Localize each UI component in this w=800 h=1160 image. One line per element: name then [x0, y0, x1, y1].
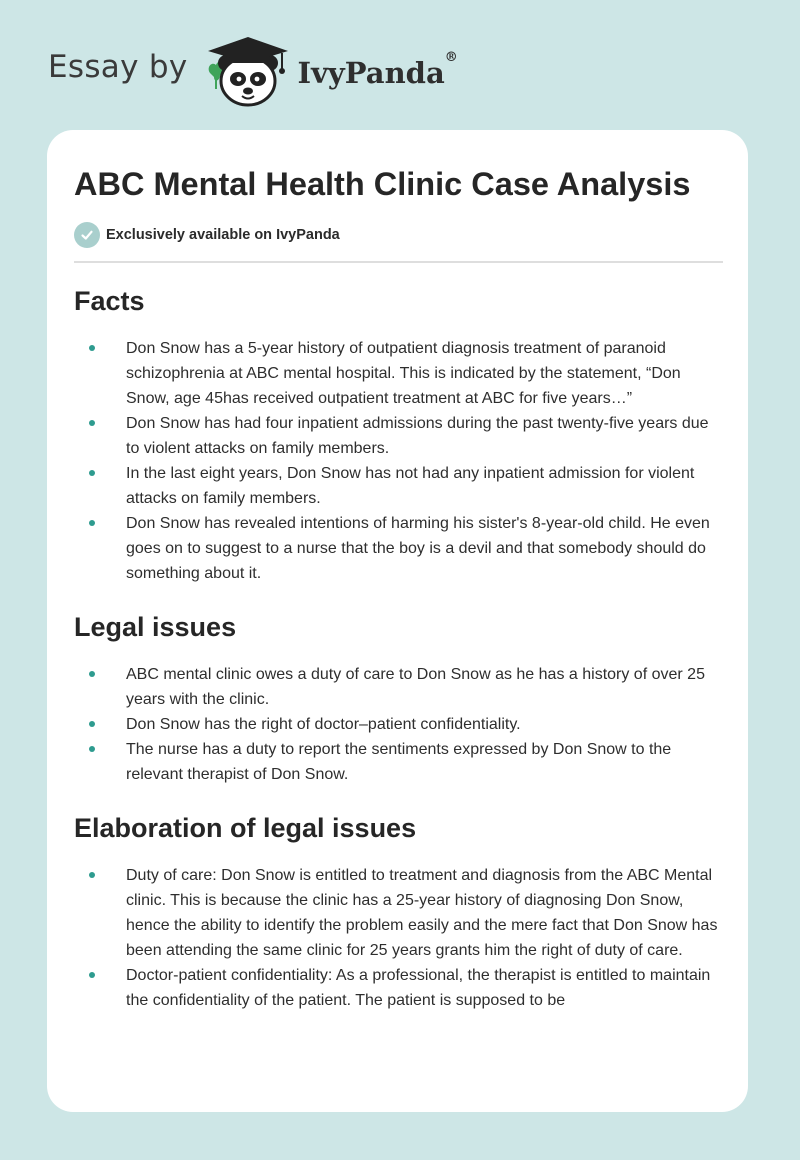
section-facts [74, 284, 724, 586]
list-item: Doctor-patient confidentiality: As a professional, the therapist is entitled to maintain the confidentiality of the patient. The patient is supposed to be [74, 963, 724, 1013]
list-item: Don Snow has the right of doctor–patient confidentiality. [74, 712, 724, 737]
list-item: Don Snow has revealed intentions of harming his sister's 8-year-old child. He even goes on to suggest to a nurse that the boy is a devil and that somebody should do something about it. [74, 511, 724, 586]
bullet-list [74, 662, 724, 787]
list-item: ABC mental clinic owes a duty of care to Don Snow as he has a history of over 25 years with the clinic. [74, 662, 724, 712]
brand-header [48, 32, 458, 112]
badge-text: Exclusively available on IvyPanda [106, 227, 340, 243]
section-heading: Facts [74, 286, 145, 316]
essay-content [74, 284, 724, 1013]
divider [74, 261, 723, 263]
list-item: Don Snow has a 5-year history of outpatient diagnosis treatment of paranoid schizophrenia at ABC mental hospital. This is indicated by the statement, “Don Snow, age 45has received outpatient treatment at ABC for five years…” [74, 336, 724, 411]
section-legal-issues [74, 610, 724, 787]
brand-name: IvyPanda® [297, 50, 458, 90]
brand-prefix: Essay by [48, 49, 188, 85]
list-item: Don Snow has had four inpatient admissions during the past twenty-five years due to violent attacks on family members. [74, 411, 724, 461]
check-icon [74, 222, 100, 248]
section-heading: Elaboration of legal issues [74, 813, 417, 843]
bullet-list [74, 336, 724, 586]
bullet-list [74, 863, 724, 1013]
page-title: ABC Mental Health Clinic Case Analysis [74, 166, 691, 202]
exclusive-badge [74, 222, 340, 248]
section-elaboration [74, 811, 724, 1013]
list-item: Duty of care: Don Snow is entitled to treatment and diagnosis from the ABC Mental clinic. This is because the clinic has a 25-year history of diagnosing Don Snow, hence the ability to identify the problem easily and the mere fact that Don Snow has been attending the same clinic for 25 years grants him the right of duty of care. [74, 863, 724, 963]
panda-logo-icon [204, 33, 296, 111]
section-heading: Legal issues [74, 612, 237, 642]
list-item: In the last eight years, Don Snow has not had any inpatient admission for violent attacks on family members. [74, 461, 724, 511]
essay-card [47, 130, 748, 1112]
list-item: The nurse has a duty to report the sentiments expressed by Don Snow to the relevant therapist of Don Snow. [74, 737, 724, 787]
